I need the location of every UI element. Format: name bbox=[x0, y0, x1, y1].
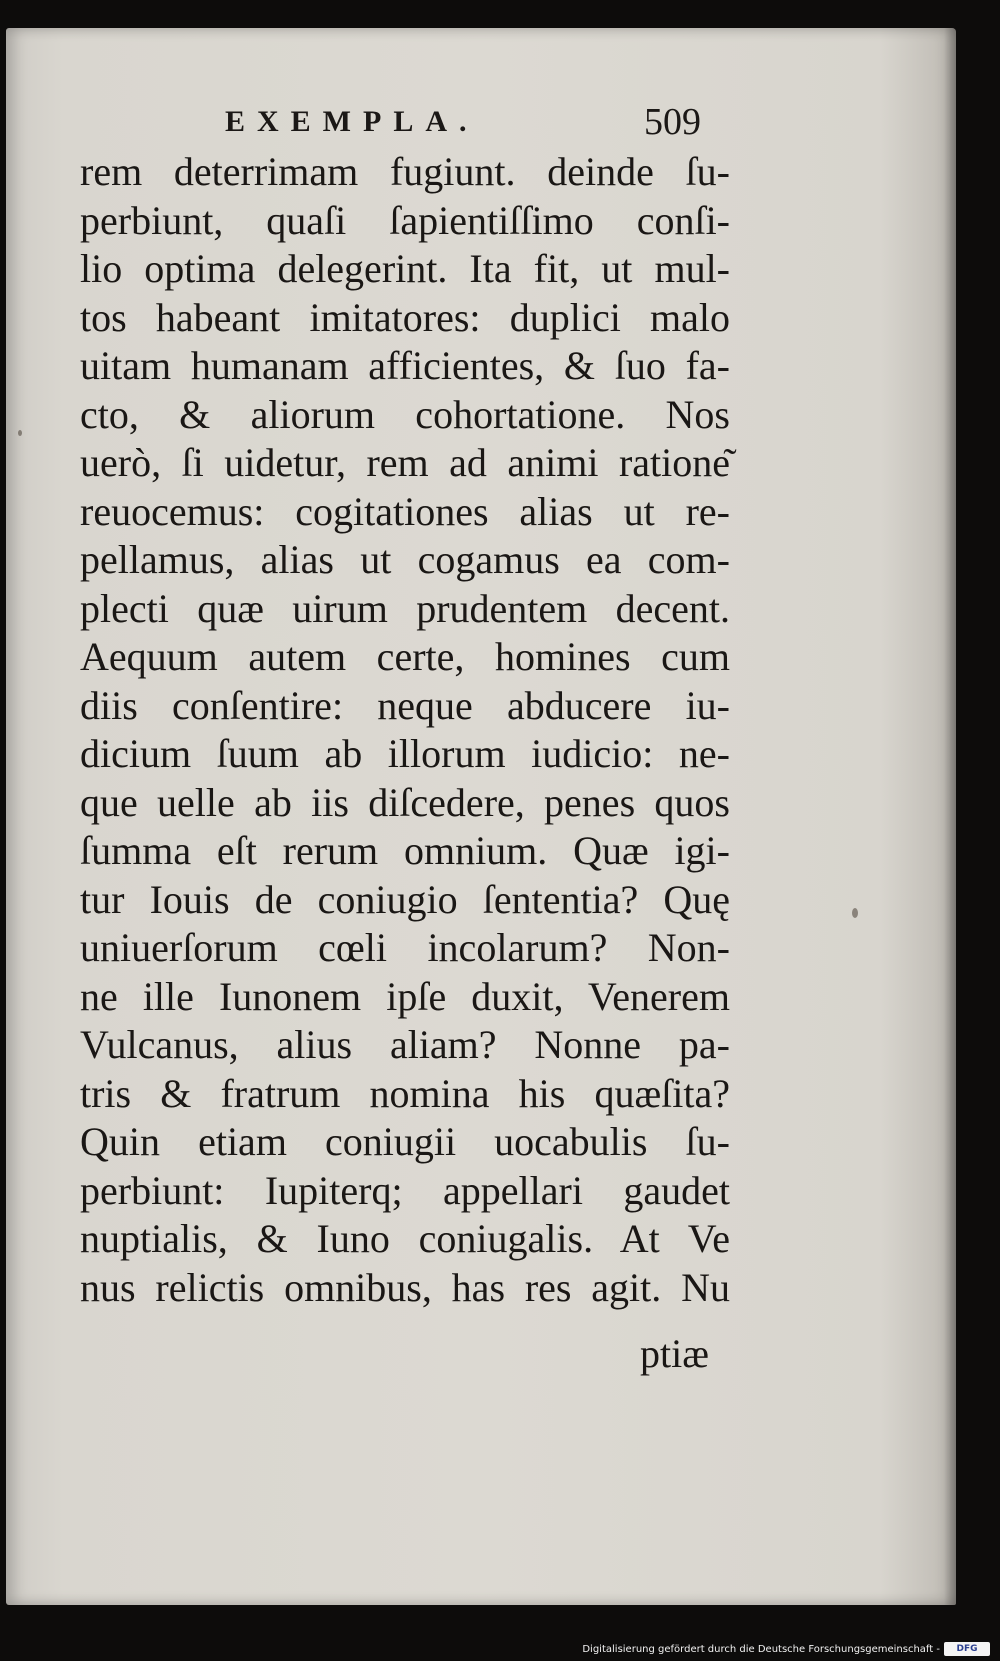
page-number: 509 bbox=[644, 101, 701, 143]
text-line: perbiunt, quaſi ſapientiſſimo conſi- bbox=[80, 197, 730, 243]
text-line: perbiunt: Iupiterq; appellari gaudet bbox=[80, 1167, 730, 1213]
text-line: Vulcanus, alius aliam? Nonne pa- bbox=[80, 1022, 730, 1067]
text-line: tris & fratrum nomina his quæſita? bbox=[80, 1070, 730, 1116]
text-line: nus relictis omnibus, has res agit. Nu bbox=[80, 1264, 730, 1310]
text-line: pellamus, alias ut cogamus ea com- bbox=[80, 537, 730, 582]
paper-stain bbox=[852, 908, 858, 918]
text-line: nuptialis, & Iuno coniugalis. At Ve bbox=[80, 1216, 730, 1261]
text-line: Quin etiam coniugii uocabulis ſu- bbox=[80, 1119, 730, 1164]
text-line: lio optima delegerint. Ita fit, ut mul- bbox=[80, 246, 730, 291]
text-line: uerò, ſi uidetur, rem ad animi ratione͂ bbox=[80, 440, 730, 485]
text-line: que uelle ab iis diſcedere, penes quos bbox=[80, 779, 730, 825]
paper-stain bbox=[18, 430, 22, 436]
text-line: ſumma eſt rerum omnium. Quæ igi- bbox=[80, 828, 730, 873]
text-line: ne ille Iunonem ipſe duxit, Venerem bbox=[80, 973, 730, 1019]
text-line: uniuerſorum cœli incolarum? Non- bbox=[80, 925, 730, 970]
text-line: rem deterrimam fugiunt. deinde ſu- bbox=[80, 149, 730, 194]
text-line: plecti quæ uirum prudentem decent. bbox=[80, 585, 730, 631]
dfg-logo: DFG bbox=[944, 1642, 990, 1656]
text-line: tos habeant imitatores: duplici malo bbox=[80, 294, 730, 340]
text-line: tur Iouis de coniugio ſententia? Quę bbox=[80, 876, 730, 922]
text-line: diis conſentire: neque abducere iu- bbox=[80, 682, 730, 728]
text-line: Aequum autem certe, homines cum bbox=[80, 634, 730, 679]
digitization-credit: Digitalisierung gefördert durch die Deutsche Forschungsgemeinschaft - bbox=[582, 1644, 940, 1655]
text-line: cto, & aliorum cohortatione. Nos bbox=[80, 391, 730, 437]
text-line: reuocemus: cogitationes alias ut re- bbox=[80, 488, 730, 534]
body-text bbox=[80, 148, 730, 1312]
running-head: EXEMPLA. bbox=[225, 105, 479, 138]
text-line: dicium ſuum ab illorum iudicio: ne- bbox=[80, 731, 730, 776]
catchword: ptiæ bbox=[640, 1331, 709, 1376]
text-line: uitam humanam afficientes, & ſuo fa- bbox=[80, 343, 730, 388]
page-edge-shadow bbox=[944, 28, 956, 1605]
